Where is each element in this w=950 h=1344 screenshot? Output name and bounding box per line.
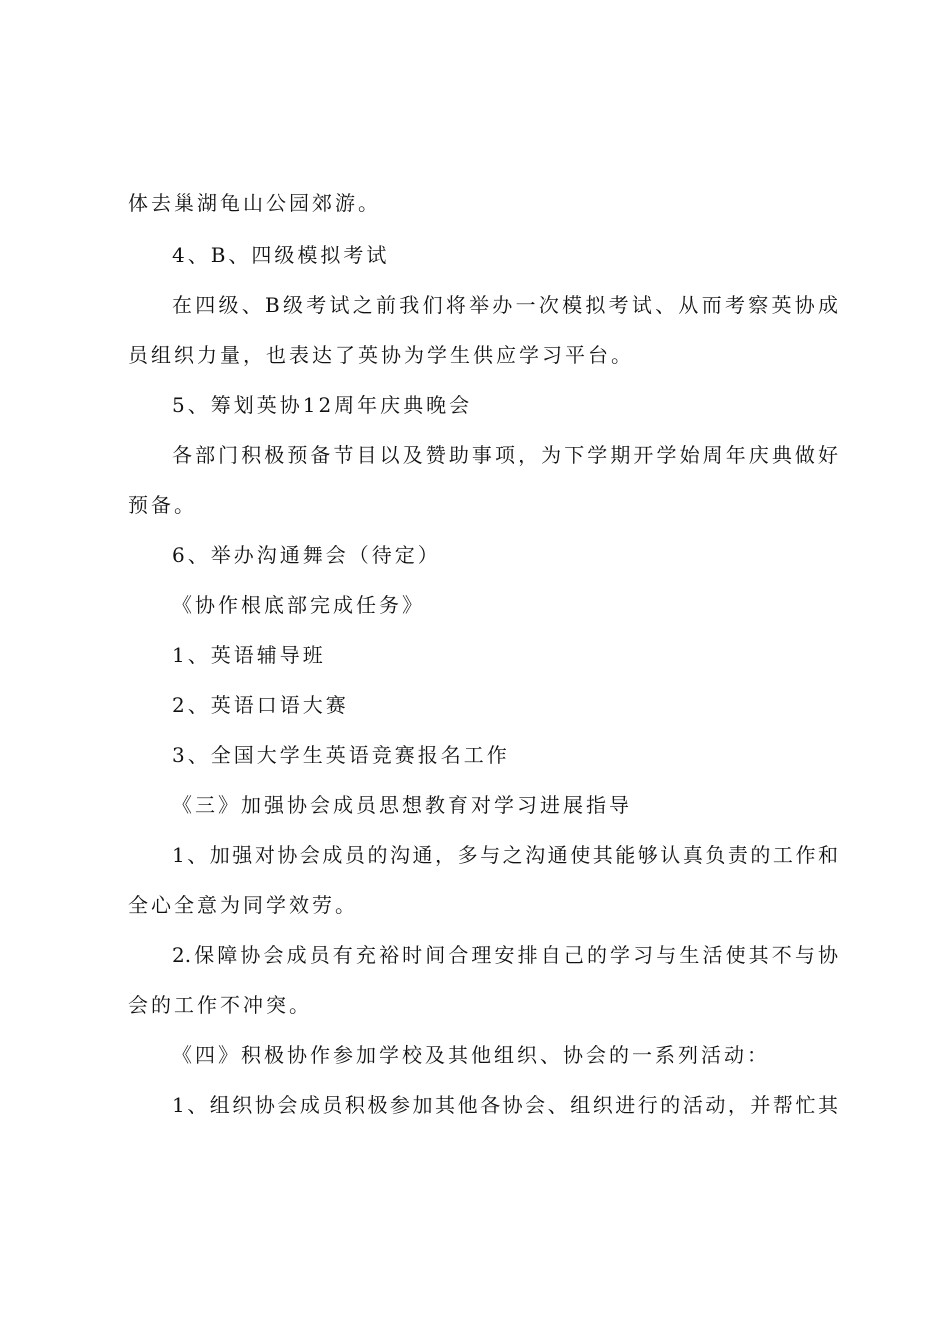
paragraph-line: 员组织力量，也表达了英协为学生供应学习平台。	[128, 343, 634, 367]
paragraph-line: 1、加强对协会成员的沟通，多与之沟通使其能够认真负责的工作和	[172, 843, 838, 867]
paragraph-line: 2.保障协会成员有充裕时间合理安排自己的学习与生活使其不与协	[172, 943, 838, 967]
list-item: 3、全国大学生英语竞赛报名工作	[172, 743, 510, 767]
section-heading: 《三》加强协会成员思想教育对学习进展指导	[172, 793, 632, 817]
item-heading: 4、B、四级模拟考试	[172, 243, 390, 267]
item-heading: 6、举办沟通舞会（待定）	[172, 543, 441, 567]
paragraph-line: 体去巢湖龟山公园郊游。	[128, 191, 381, 215]
section-heading: 《四》积极协作参加学校及其他组织、协会的一系列活动：	[172, 1043, 770, 1067]
paragraph-line: 全心全意为同学效劳。	[128, 893, 358, 917]
paragraph-line: 各部门积极预备节目以及赞助事项，为下学期开学始周年庆典做好	[172, 443, 838, 467]
paragraph-line: 1、组织协会成员积极参加其他各协会、组织进行的活动，并帮忙其	[172, 1093, 838, 1117]
list-item: 1、英语辅导班	[172, 643, 326, 667]
item-heading: 5、筹划英协12周年庆典晚会	[172, 393, 473, 417]
paragraph-line: 会的工作不冲突。	[128, 993, 312, 1017]
list-item: 2、英语口语大赛	[172, 693, 349, 717]
paragraph-line: 在四级、B级考试之前我们将举办一次模拟考试、从而考察英协成	[172, 293, 838, 317]
paragraph-line: 预备。	[128, 493, 197, 517]
section-heading: 《协作根底部完成任务》	[172, 593, 425, 617]
